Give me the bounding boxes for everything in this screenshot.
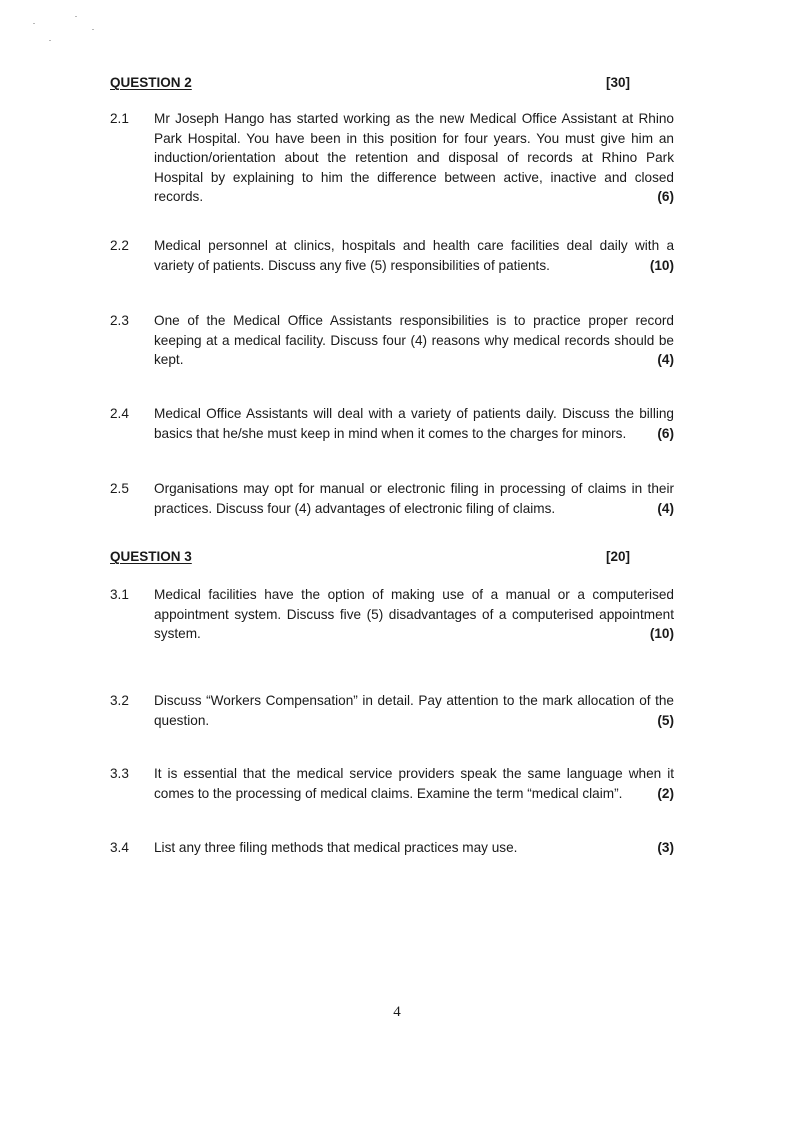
question-3-header: [110, 549, 630, 569]
item-text: Discuss “Workers Compensation” in detail. Pay attention to the mark allocation of the question.: [154, 693, 674, 728]
scan-speck: [33, 23, 35, 24]
question-item-2-4: [110, 404, 675, 443]
question-3-total: [20]: [605, 549, 630, 564]
item-number: 3.2: [110, 693, 129, 708]
item-mark: (6): [657, 189, 674, 204]
question-item-3-3: [110, 764, 675, 803]
item-text: One of the Medical Office Assistants responsibilities is to practice proper record keeping at a medical facility. Discuss four (4) reasons why medical records should be kept.: [154, 313, 674, 367]
item-mark: (4): [657, 352, 674, 367]
item-text: It is essential that the medical service providers speak the same language when it comes to the processing of medical claims. Examine the term “medical claim”.: [154, 766, 674, 801]
item-text: Medical facilities have the option of making use of a manual or a computerised appointment system. Discuss five (5) disadvantages of a computerised appointment system.: [154, 587, 674, 641]
item-number: 3.4: [110, 840, 129, 855]
scan-speck: [75, 16, 77, 17]
question-2-title: QUESTION 2: [110, 75, 192, 90]
item-mark: (6): [657, 425, 674, 441]
item-text: Medical Office Assistants will deal with a variety of patients daily. Discuss the billing basics that he/she must keep in mind when it comes to the charges for minors.: [154, 406, 674, 441]
item-mark: (10): [649, 257, 674, 273]
item-text: Organisations may opt for manual or electronic filing in processing of claims in their practices. Discuss four (4) advantages of electronic filing of claims.: [154, 481, 674, 516]
question-item-3-1: [110, 585, 675, 644]
item-number: 2.2: [110, 238, 129, 253]
item-text: Medical personnel at clinics, hospitals and health care facilities deal daily with a variety of patients. Discuss any five (5) responsibilities of patients.: [154, 238, 674, 273]
question-item-2-3: [110, 311, 675, 370]
item-number: 2.3: [110, 313, 129, 328]
item-mark: (3): [657, 840, 674, 855]
scan-speck: [49, 40, 51, 41]
scan-speck: [92, 29, 94, 30]
page-number: 4: [393, 1004, 401, 1020]
question-2-total: [30]: [605, 75, 630, 90]
item-number: 3.1: [110, 587, 129, 602]
item-mark: (5): [657, 712, 674, 728]
question-item-3-4: [110, 838, 675, 858]
item-number: 2.1: [110, 111, 129, 126]
question-2-header: [110, 75, 630, 95]
item-number: 3.3: [110, 766, 129, 781]
question-item-2-2: [110, 236, 675, 275]
item-text: List any three filing methods that medical practices may use.: [154, 840, 518, 855]
item-mark: (4): [657, 500, 674, 516]
item-number: 2.4: [110, 406, 129, 421]
item-text: Mr Joseph Hango has started working as the new Medical Office Assistant at Rhino Park Hospital. You have been in this position for four years. You must give him an induction/orientation about the retention and disposal of records at Rhino Park Hospital by explaining to him the difference between active, inactive and closed records.: [154, 111, 674, 204]
question-item-2-1: [110, 109, 675, 207]
item-number: 2.5: [110, 481, 129, 496]
question-item-3-2: [110, 691, 675, 730]
question-3-title: QUESTION 3: [110, 549, 192, 564]
question-item-2-5: [110, 479, 675, 518]
item-mark: (10): [649, 626, 674, 641]
item-mark: (2): [657, 785, 674, 801]
